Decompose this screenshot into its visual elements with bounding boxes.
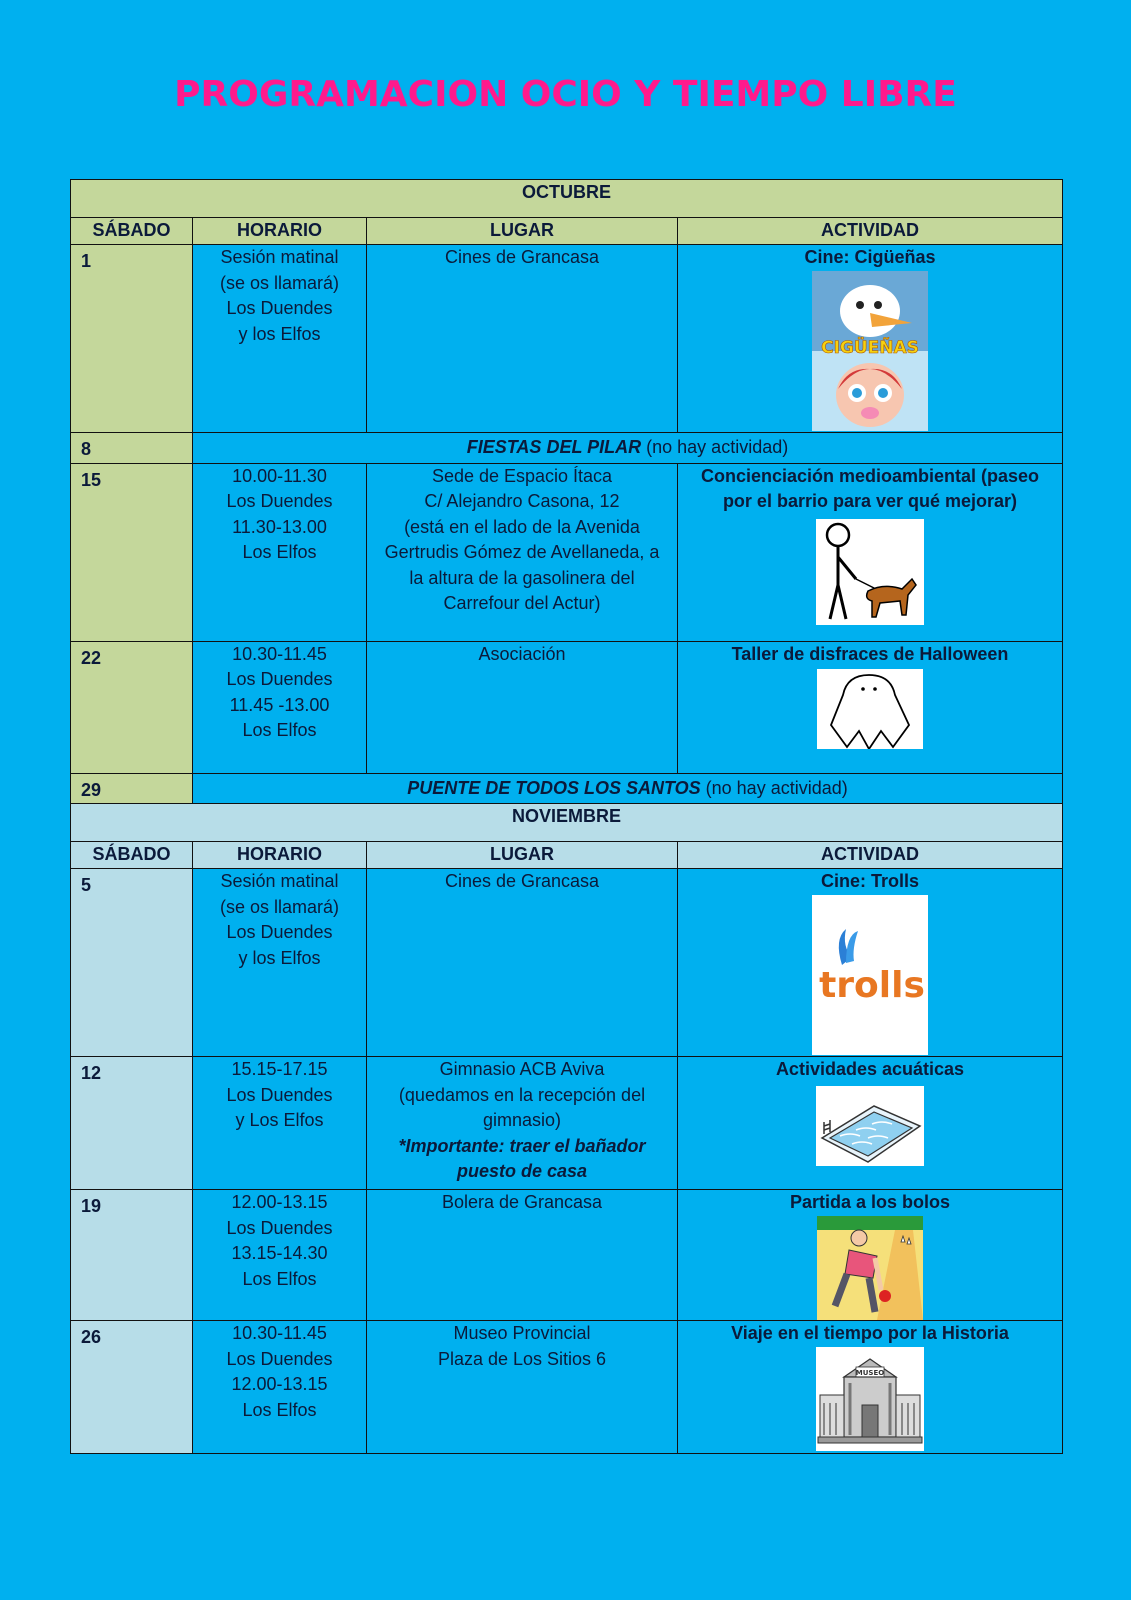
lugar-cell: Bolera de Grancasa <box>367 1190 678 1321</box>
table-row <box>71 463 1063 641</box>
day-cell: 22 <box>71 641 193 773</box>
actividad-cell <box>678 641 1063 773</box>
lugar-cell: Cines de Grancasa <box>367 869 678 1057</box>
col-actividad: ACTIVIDAD <box>678 218 1063 245</box>
svg-text:trolls: trolls <box>819 964 925 1006</box>
horario-cell: 10.00-11.30 Los Duendes 11.30-13.00 Los Elfos <box>193 463 367 641</box>
horario-cell: Sesión matinal (se os llamará) Los Duendes y los Elfos <box>193 245 367 433</box>
svg-text:CIGÜEÑAS: CIGÜEÑAS <box>821 337 919 358</box>
lugar-cell: Asociación <box>367 641 678 773</box>
actividad-cell <box>678 245 1063 433</box>
activity-title: Viaje en el tiempo por la Historia <box>731 1323 1009 1343</box>
activity-title: Taller de disfraces de Halloween <box>731 643 1009 664</box>
actividad-cell <box>678 869 1063 1057</box>
table-row <box>71 1190 1063 1321</box>
table-row <box>71 869 1063 1057</box>
table-row <box>71 641 1063 773</box>
holiday-cell <box>193 433 1063 464</box>
important-note: *Importante: traer el bañador <box>398 1135 646 1156</box>
day-cell: 12 <box>71 1057 193 1190</box>
col-sabado: SÁBADO <box>71 842 193 869</box>
important-note: puesto de casa <box>456 1161 588 1181</box>
lugar-cell: Cines de Grancasa <box>367 245 678 433</box>
holiday-note: (no hay actividad) <box>646 437 789 457</box>
col-horario: HORARIO <box>193 218 367 245</box>
month-header-november <box>71 804 1063 842</box>
day-cell: 19 <box>71 1190 193 1321</box>
museum-icon <box>816 1347 924 1451</box>
horario-cell: 10.30-11.45 Los Duendes 11.45 -13.00 Los Elfos <box>193 641 367 773</box>
svg-text:MUSEO: MUSEO <box>855 1368 885 1377</box>
table-row <box>71 1321 1063 1454</box>
table-row-holiday <box>71 773 1063 804</box>
horario-cell: Sesión matinal (se os llamará) Los Duendes y los Elfos <box>193 869 367 1057</box>
activity-title: por el barrio para ver qué mejorar) <box>722 491 1018 511</box>
table-row <box>71 1057 1063 1190</box>
holiday-name: FIESTAS DEL PILAR <box>466 437 642 457</box>
activity-title: Partida a los bolos <box>789 1192 951 1212</box>
swimming-pool-icon <box>816 1086 924 1166</box>
bowling-icon <box>817 1216 923 1320</box>
actividad-cell <box>678 463 1063 641</box>
column-header-row <box>71 842 1063 869</box>
activity-title: Cine: Trolls <box>820 871 919 891</box>
col-actividad: ACTIVIDAD <box>678 842 1063 869</box>
day-cell: 8 <box>71 433 193 464</box>
actividad-cell <box>678 1321 1063 1454</box>
col-sabado: SÁBADO <box>71 218 193 245</box>
month-header-october <box>71 180 1063 218</box>
holiday-note: (no hay actividad) <box>705 777 848 798</box>
lugar-cell: Gimnasio ACB Aviva (quedamos en la recepción del gimnasio) *Importante: traer el bañador puesto de casa <box>367 1057 678 1190</box>
ghost-costume-icon <box>817 669 923 749</box>
col-lugar: LUGAR <box>367 842 678 869</box>
horario-cell: 15.15-17.15 Los Duendes y Los Elfos <box>193 1057 367 1190</box>
horario-cell: 12.00-13.15 Los Duendes 13.15-14.30 Los Elfos <box>193 1190 367 1321</box>
activity-title: Cine: Cigüeñas <box>804 247 936 267</box>
page-title: PROGRAMACION OCIO Y TIEMPO LIBRE <box>174 74 957 115</box>
activity-title: Actividades acuáticas <box>775 1059 965 1079</box>
holiday-cell <box>193 773 1063 804</box>
horario-cell: 10.30-11.45 Los Duendes 12.00-13.15 Los Elfos <box>193 1321 367 1454</box>
walking-dog-icon <box>816 519 924 625</box>
column-header-row <box>71 218 1063 245</box>
actividad-cell <box>678 1057 1063 1190</box>
storks-poster-icon <box>812 271 928 431</box>
day-cell: 29 <box>71 773 193 804</box>
day-cell: 1 <box>71 245 193 433</box>
day-cell: 26 <box>71 1321 193 1454</box>
lugar-cell: Museo Provincial Plaza de Los Sitios 6 <box>367 1321 678 1454</box>
table-row-holiday <box>71 433 1063 464</box>
activity-title: Concienciación medioambiental (paseo <box>700 465 1040 486</box>
lugar-cell: Sede de Espacio Ítaca C/ Alejandro Casona, 12 (está en el lado de la Avenida Gertrudis Gómez de Avellaneda, a la altura de la gasolinera del Carrefour del Actur) <box>367 463 678 641</box>
month-title: NOVIEMBRE <box>71 804 1063 842</box>
table-row <box>71 245 1063 433</box>
actividad-cell <box>678 1190 1063 1321</box>
col-horario: HORARIO <box>193 842 367 869</box>
schedule-table <box>70 179 1063 1454</box>
trolls-poster-icon <box>812 895 928 1055</box>
month-title: OCTUBRE <box>71 180 1063 218</box>
day-cell: 5 <box>71 869 193 1057</box>
day-cell: 15 <box>71 463 193 641</box>
col-lugar: LUGAR <box>367 218 678 245</box>
holiday-name: PUENTE DE TODOS LOS SANTOS <box>407 777 701 798</box>
